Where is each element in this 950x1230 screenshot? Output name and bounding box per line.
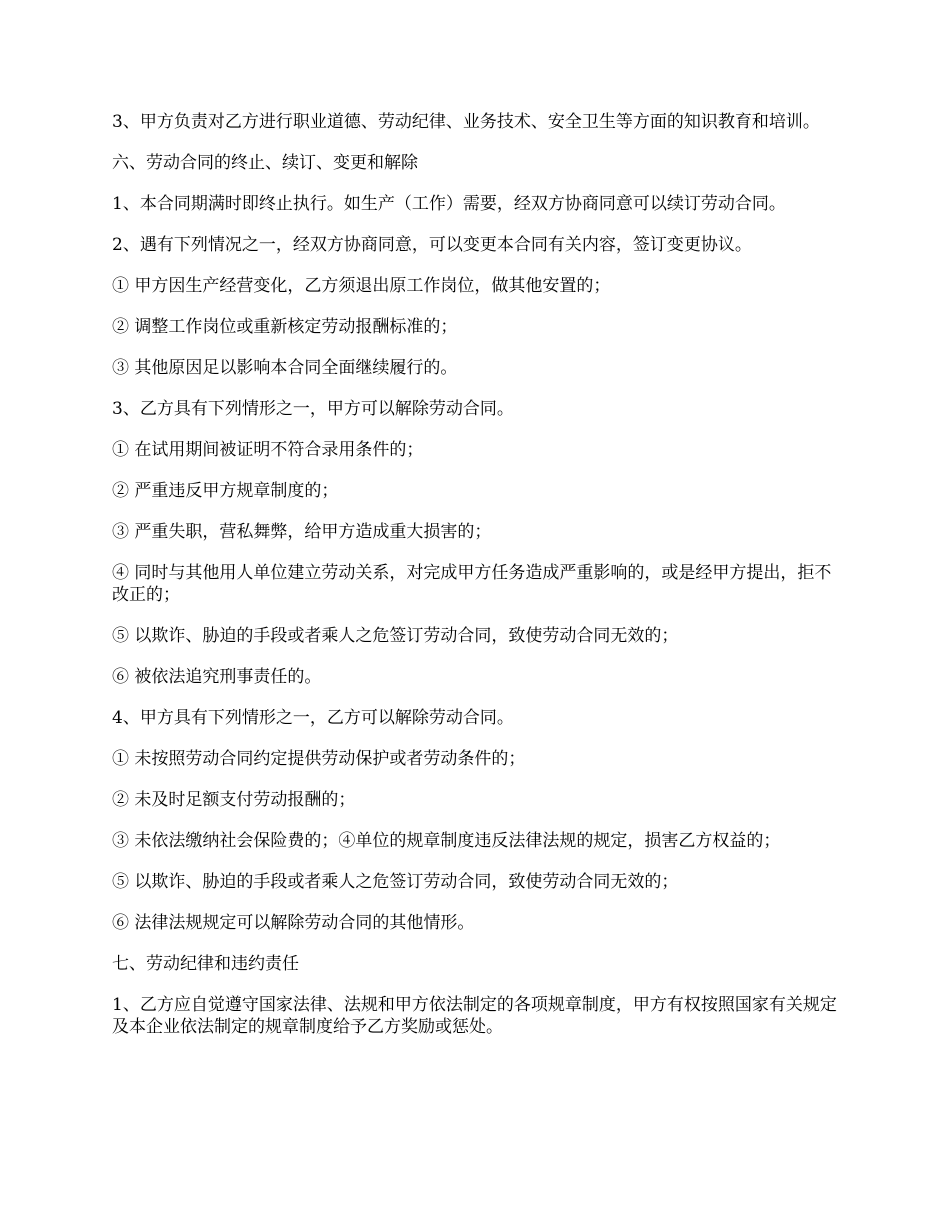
list-item-change-1: ① 甲方因生产经营变化，乙方须退出原工作岗位，做其他安置的； (112, 276, 611, 296)
list-item-employee-termination-3: ③ 未依法缴纳社会保险费的；④单位的规章制度违反法律法规的规定，损害乙方权益的； (112, 831, 781, 851)
list-item-employee-termination-5: ⑤ 以欺诈、胁迫的手段或者乘人之危签订劳动合同，致使劳动合同无效的； (112, 872, 679, 892)
paragraph-employee-termination: 4、甲方具有下列情形之一，乙方可以解除劳动合同。 (112, 708, 514, 728)
list-item-employee-termination-2: ② 未及时足额支付劳动报酬的； (112, 790, 356, 810)
paragraph-expiry-renewal: 1、本合同期满时即终止执行。如生产（工作）需要，经双方协商同意可以续订劳动合同。 (112, 194, 786, 214)
list-item-employee-termination-6: ⑥ 法律法规规定可以解除劳动合同的其他情形。 (112, 913, 475, 933)
list-item-change-2: ② 调整工作岗位或重新核定劳动报酬标准的； (112, 317, 458, 337)
list-item-employer-termination-3: ③ 严重失职，营私舞弊，给甲方造成重大损害的； (112, 522, 492, 542)
section-heading-termination: 六、劳动合同的终止、续订、变更和解除 (112, 153, 418, 173)
list-item-employer-termination-1: ① 在试用期间被证明不符合录用条件的； (112, 440, 424, 460)
list-item-employee-termination-1: ① 未按照劳动合同约定提供劳动保护或者劳动条件的； (112, 749, 526, 769)
document-body (112, 111, 842, 1057)
paragraph-change-conditions: 2、遇有下列情况之一，经双方协商同意，可以变更本合同有关内容，签订变更协议。 (112, 235, 752, 255)
paragraph-discipline-rules: 1、乙方应自觉遵守国家法律、法规和甲方依法制定的各项规章制度，甲方有权按照国家有关规定及本企业依法制定的规章制度给予乙方奖励或惩处。 (112, 995, 837, 1037)
list-item-employer-termination-4: ④ 同时与其他用人单位建立劳动关系，对完成甲方任务造成严重影响的，或是经甲方提出，拒不改正的； (112, 563, 832, 605)
paragraph-employer-termination: 3、乙方具有下列情形之一，甲方可以解除劳动合同。 (112, 399, 514, 419)
list-item-employer-termination-5: ⑤ 以欺诈、胁迫的手段或者乘人之危签订劳动合同，致使劳动合同无效的； (112, 626, 679, 646)
list-item-employer-termination-6: ⑥ 被依法追究刑事责任的。 (112, 667, 322, 687)
paragraph-training-clause: 3、甲方负责对乙方进行职业道德、劳动纪律、业务技术、安全卫生等方面的知识教育和培训。 (112, 112, 820, 132)
list-item-employer-termination-2: ② 严重违反甲方规章制度的； (112, 481, 339, 501)
list-item-change-3: ③ 其他原因足以影响本合同全面继续履行的。 (112, 358, 458, 378)
section-heading-discipline: 七、劳动纪律和违约责任 (112, 954, 299, 974)
